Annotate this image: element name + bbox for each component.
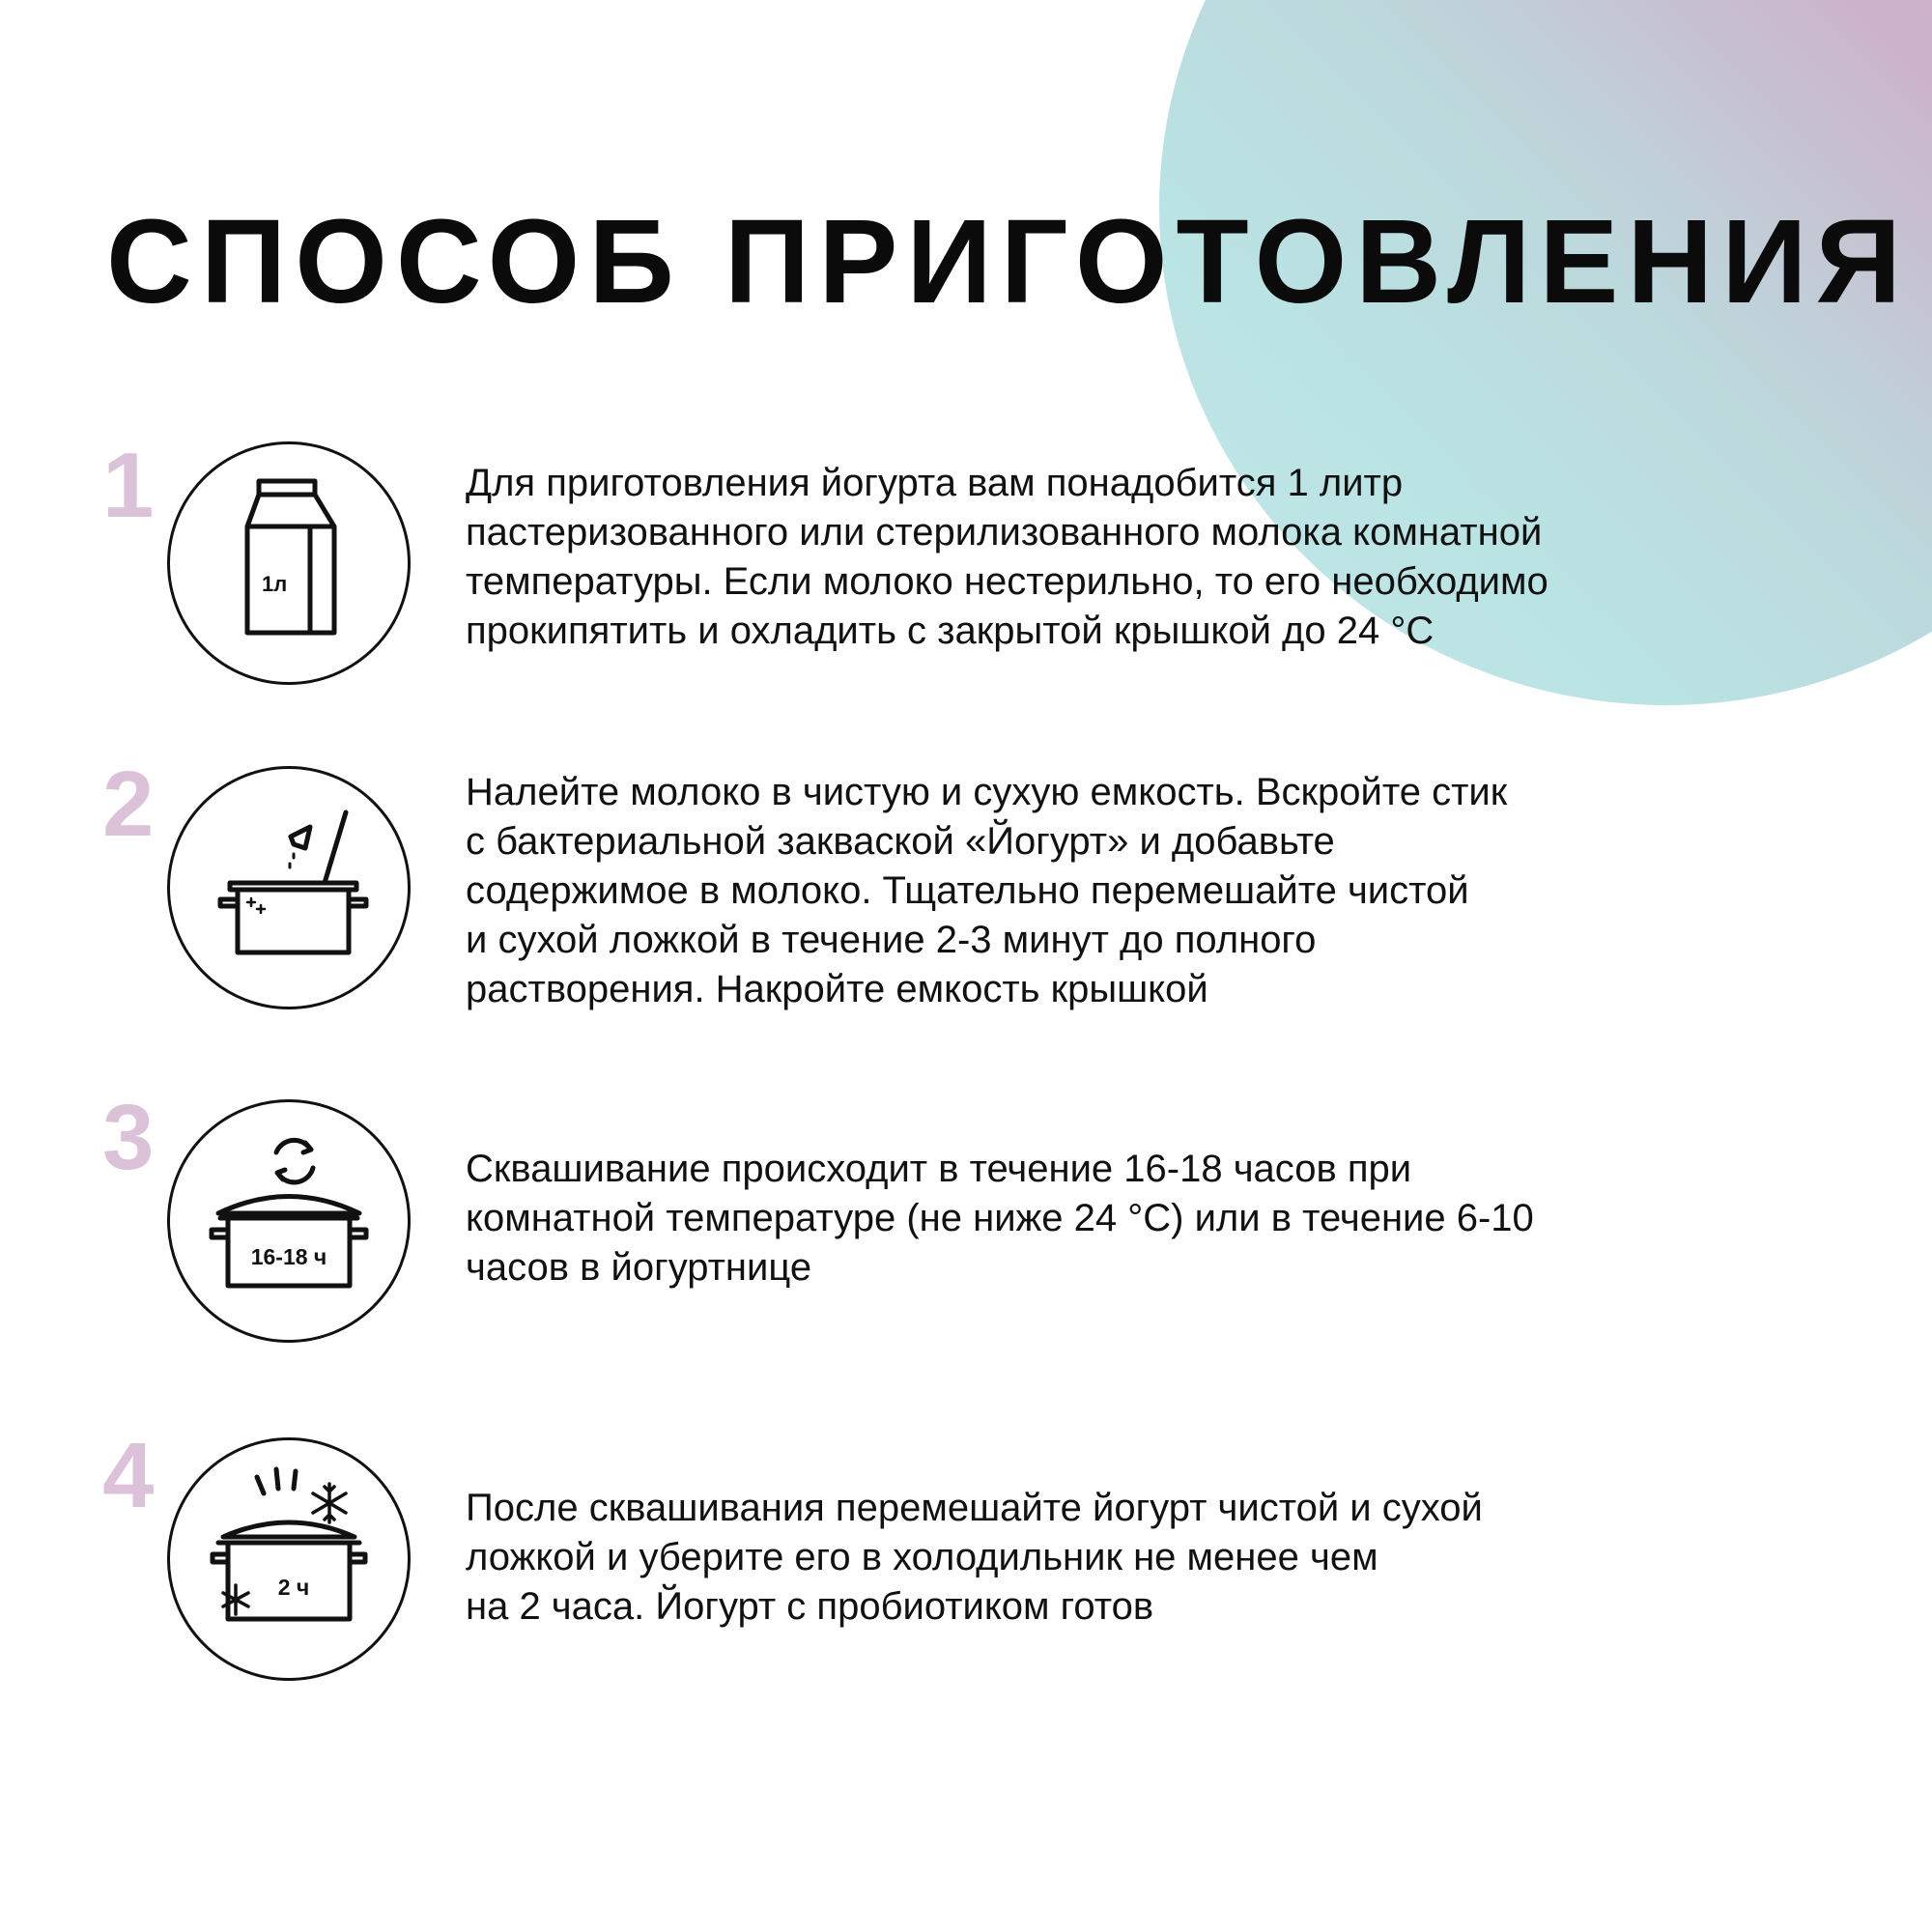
step-text-line: пастеризованного или стерилизованного молока комнатной: [466, 511, 1543, 554]
step-number: 1: [102, 434, 155, 537]
step-text-line: температуры. Если молоко нестерильно, то его необходимо: [466, 560, 1548, 603]
step-text-line: Для приготовления йогурта вам понадобится 1 литр: [466, 462, 1404, 504]
step-number: 3: [102, 1086, 155, 1189]
step-text-line: с бактериальной закваской «Йогурт» и добавьте: [466, 820, 1335, 863]
step-number: 2: [102, 753, 155, 856]
step-text: [466, 768, 1799, 1014]
step-text-line: Налейте молоко в чистую и сухую емкость. Вскройте стик: [466, 771, 1508, 813]
step-text-line: После сквашивания перемешайте йогурт чистой и сухой: [466, 1487, 1483, 1529]
step-text-line: ложкой и уберите его в холодильник не менее чем: [466, 1536, 1378, 1578]
covered-pot-timer-icon: [167, 1099, 411, 1343]
step-text: [466, 459, 1799, 656]
page-title: СПОСОБ ПРИГОТОВЛЕНИЯ: [106, 196, 1911, 328]
step-text-line: часов в йогуртнице: [466, 1246, 812, 1289]
step-text-line: на 2 часа. Йогурт с пробиотиком готов: [466, 1585, 1154, 1628]
step-text: [466, 1484, 1799, 1632]
icon-label: 16-18 ч: [250, 1244, 327, 1269]
step-text-line: и сухой ложкой в течение 2-3 минут до полного: [466, 919, 1317, 961]
cold-pot-icon: [167, 1437, 411, 1681]
step-text-line: растворения. Накройте емкость крышкой: [466, 968, 1208, 1010]
step-text-line: прокипятить и охладить с закрытой крышкой до 24 °С: [466, 610, 1435, 652]
icon-label: 1л: [262, 572, 288, 596]
pot-with-spoon-icon: [167, 766, 411, 1009]
icon-label: 2 ч: [277, 1575, 310, 1600]
step-text-line: комнатной температуре (не ниже 24 °С) или в течение 6-10: [466, 1197, 1534, 1239]
step-text-line: Сквашивание происходит в течение 16-18 часов при: [466, 1148, 1412, 1190]
step-number: 4: [102, 1424, 155, 1527]
step-text-line: содержимое в молоко. Тщательно перемешайте чистой: [466, 869, 1469, 912]
milk-carton-icon: [167, 441, 411, 685]
step-text: [466, 1145, 1799, 1293]
